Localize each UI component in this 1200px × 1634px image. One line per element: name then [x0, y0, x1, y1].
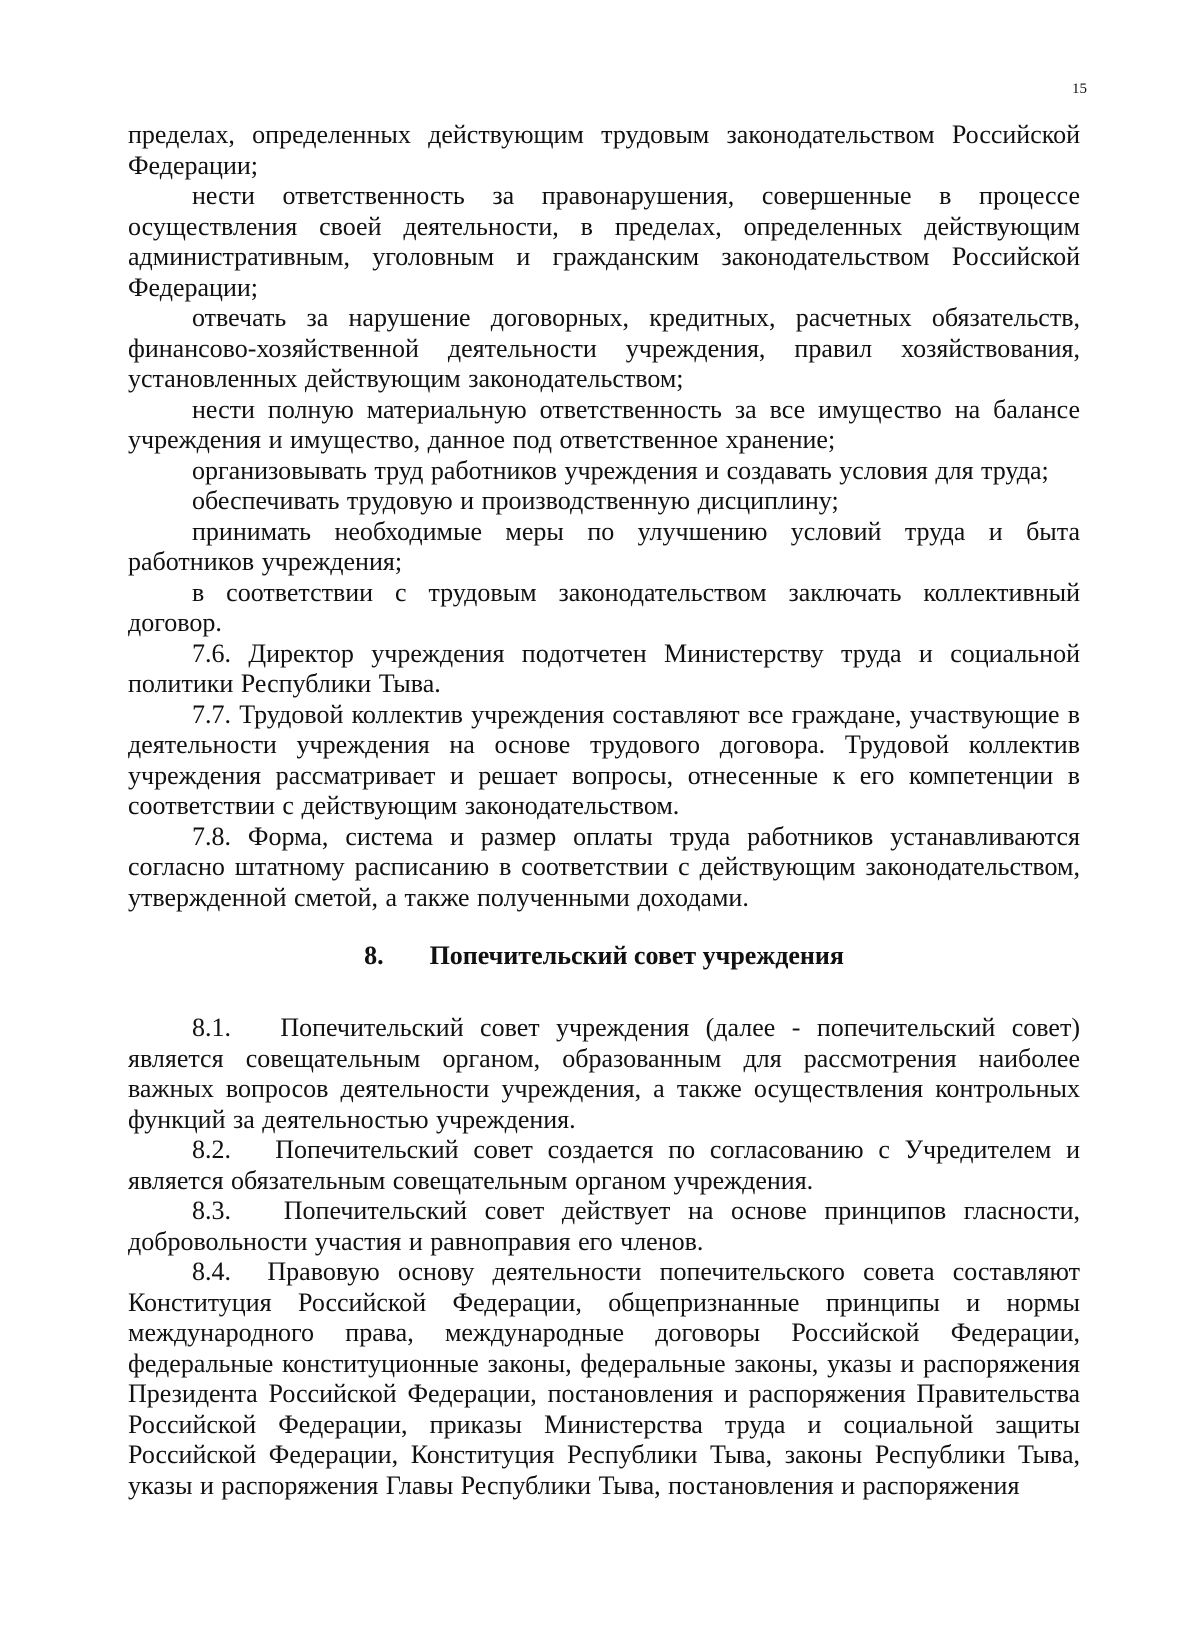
section-7-continuation — [128, 120, 1080, 913]
document-body — [128, 120, 1080, 1501]
paragraph: нести ответственность за правонарушения, совершенные в процессе осуществления своей деятельности, в пределах, определенных действующим административным, уголовным и гражданским законодательством Российской Федерации; — [128, 181, 1080, 302]
page-number: 15 — [1072, 81, 1087, 97]
paragraph: 7.7. Трудовой коллектив учреждения составляют все граждане, участвующие в деятельности учреждения на основе трудового договора. Трудовой коллектив учреждения рассматривает и решает вопросы, отнесенные к его компетенции в соответствии с действующим законодательством. — [128, 699, 1080, 820]
paragraph: 7.6. Директор учреждения подотчетен Министерству труда и социальной политики Республики Тыва. — [128, 638, 1080, 698]
section-heading — [128, 941, 1080, 971]
paragraph: 8.2. Попечительский совет создается по согласованию с Учредителем и является обязательным совещательным органом учреждения. — [128, 1135, 1080, 1195]
paragraph: принимать необходимые меры по улучшению условий труда и быта работников учреждения; — [128, 516, 1080, 576]
paragraph: нести полную материальную ответственность за все имущество на балансе учреждения и имущество, данное под ответственное хранение; — [128, 394, 1080, 454]
section-number: 8. — [364, 941, 384, 970]
paragraph: организовывать труд работников учреждения и создавать условия для труда; — [192, 455, 1049, 485]
paragraph: 7.8. Форма, система и размер оплаты труда работников устанавливаются согласно штатному расписанию в соответствии с действующим законодательством, утвержденной сметой, а также полученными доходами. — [128, 821, 1080, 912]
paragraph: обеспечивать трудовую и производственную дисциплину; — [192, 486, 839, 515]
paragraph: 8.3. Попечительский совет действует на основе принципов гласности, добровольности участия и равноправия его членов. — [128, 1196, 1080, 1256]
paragraph: пределах, определенных действующим трудовым законодательством Российской Федерации; — [128, 120, 1080, 180]
paragraph: отвечать за нарушение договорных, кредитных, расчетных обязательств, финансово-хозяйственной деятельности учреждения, правил хозяйствования, установленных действующим законодательством; — [128, 303, 1080, 393]
paragraph: в соответствии с трудовым законодательством заключать коллективный договор. — [128, 577, 1080, 637]
section-8-body — [128, 1013, 1080, 1501]
section-title: Попечительский совет учреждения — [429, 941, 844, 970]
paragraph: 8.1. Попечительский совет учреждения (далее - попечительский совет) является совещательным органом, образованным для рассмотрения наиболее важных вопросов деятельности учреждения, а также осуществления контрольных функций за деятельностью учреждения. — [128, 1013, 1080, 1134]
paragraph: 8.4. Правовую основу деятельности попечительского совета составляют Конституция Российской Федерации, общепризнанные принципы и нормы международного права, международные договоры Российской Федерации, федеральные конституционные законы, федеральные законы, указы и распоряжения Президента Российской Федерации, постановления и распоряжения Правительства Российской Федерации, приказы Министерства труда и социальной защиты Российской Федерации, Конституция Республики Тыва, законы Республики Тыва, указы и распоряжения Главы Республики Тыва, постановления и распоряжения — [128, 1257, 1080, 1500]
